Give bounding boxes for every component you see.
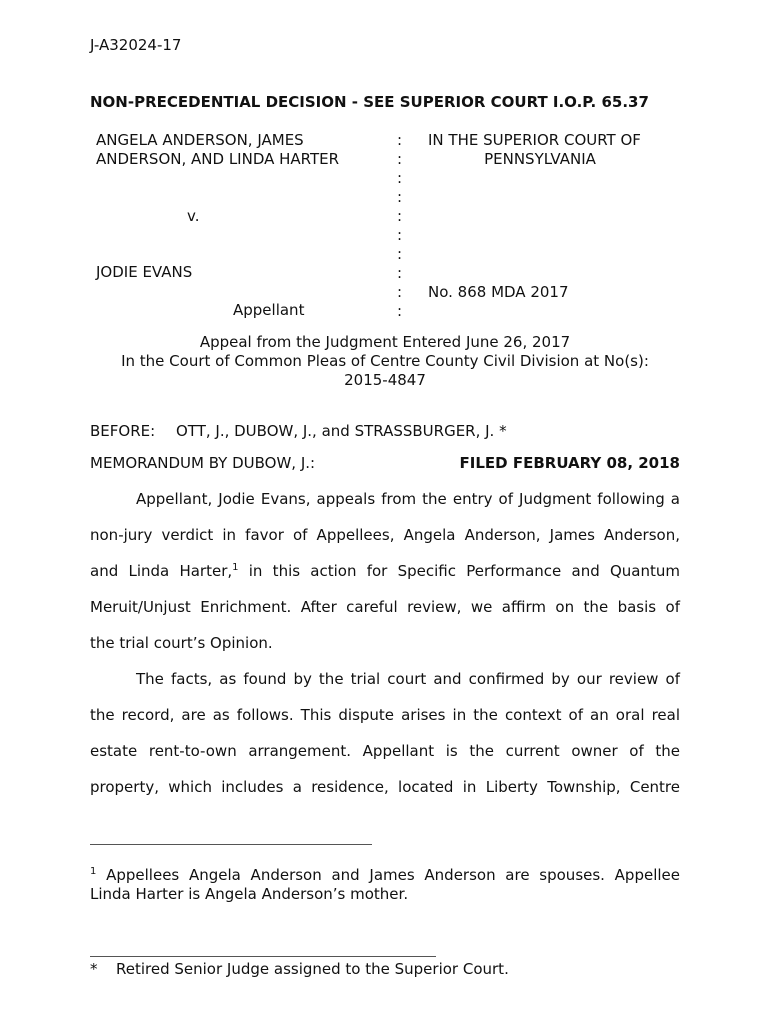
paragraph-line: non-jury verdict in favor of Appellees, Angela Anderson, James Anderson,	[90, 526, 680, 544]
footnote-reference: 1	[232, 562, 239, 573]
caption-role: Appellant	[233, 301, 305, 319]
paragraph-line	[90, 562, 680, 581]
panel-judges: OTT, J., DUBOW, J., and STRASSBURGER, J. *	[176, 422, 507, 440]
appeal-line3: 2015-4847	[344, 371, 426, 389]
docket-number: J-A32024-17	[90, 36, 182, 54]
footnote-text: Appellees Angela Anderson and James Anderson are spouses. Appellee	[96, 866, 680, 884]
before-label: BEFORE:	[90, 422, 156, 440]
caption-versus: v.	[187, 207, 200, 225]
paragraph-text: and Linda Harter,	[90, 562, 233, 580]
caption-colon: :	[397, 264, 403, 282]
caption-colon: :	[397, 245, 403, 263]
paragraph-line: the record, are as follows. This dispute arises in the context of an oral real	[90, 706, 680, 724]
paragraph-text: in this action for Specific Performance and Quantum	[238, 562, 680, 580]
paragraph-line: estate rent-to-own arrangement. Appellant is the current owner of the	[90, 742, 680, 760]
footnote-separator	[90, 844, 372, 845]
paragraph-line: Meruit/Unjust Enrichment. After careful review, we affirm on the basis of	[90, 598, 680, 616]
caption-colon: :	[397, 207, 403, 225]
caption-colon: :	[397, 226, 403, 244]
court-name-line1: IN THE SUPERIOR COURT OF	[428, 131, 641, 149]
caption-colon: :	[397, 150, 403, 168]
appeal-line1: Appeal from the Judgment Entered June 26, 2017	[199, 333, 571, 351]
footnote-1-line2: Linda Harter is Angela Anderson’s mother.	[90, 885, 409, 903]
filed-date: FILED FEBRUARY 08, 2018	[459, 454, 680, 472]
footnote-marker: 1	[90, 866, 97, 877]
caption-colon: :	[397, 283, 403, 301]
paragraph-line: The facts, as found by the trial court and confirmed by our review of	[136, 670, 680, 688]
star-footnote-text: Retired Senior Judge assigned to the Superior Court.	[116, 960, 509, 978]
court-name-line2: PENNSYLVANIA	[484, 150, 596, 168]
caption-colon: :	[397, 169, 403, 187]
paragraph-line: the trial court’s Opinion.	[90, 634, 273, 652]
footnote-1-line1	[90, 866, 680, 885]
caption-colon: :	[397, 188, 403, 206]
star-footnote-marker: *	[90, 960, 98, 978]
caption-colon: :	[397, 131, 403, 149]
appeal-line2: In the Court of Common Pleas of Centre County Civil Division at No(s):	[121, 352, 649, 370]
caption-plaintiffs-line2: ANDERSON, AND LINDA HARTER	[96, 150, 340, 168]
non-precedential-notice: NON-PRECEDENTIAL DECISION - SEE SUPERIOR COURT I.O.P. 65.37	[90, 93, 649, 111]
case-number: No. 868 MDA 2017	[428, 283, 569, 301]
caption-defendant: JODIE EVANS	[96, 263, 193, 281]
paragraph-line: Appellant, Jodie Evans, appeals from the entry of Judgment following a	[136, 490, 680, 508]
memorandum-author: MEMORANDUM BY DUBOW, J.:	[90, 454, 316, 472]
caption-plaintiffs-line1: ANGELA ANDERSON, JAMES	[96, 131, 304, 149]
paragraph-line: property, which includes a residence, located in Liberty Township, Centre	[90, 778, 680, 796]
caption-colon: :	[397, 302, 403, 320]
footnote-separator	[90, 956, 436, 957]
